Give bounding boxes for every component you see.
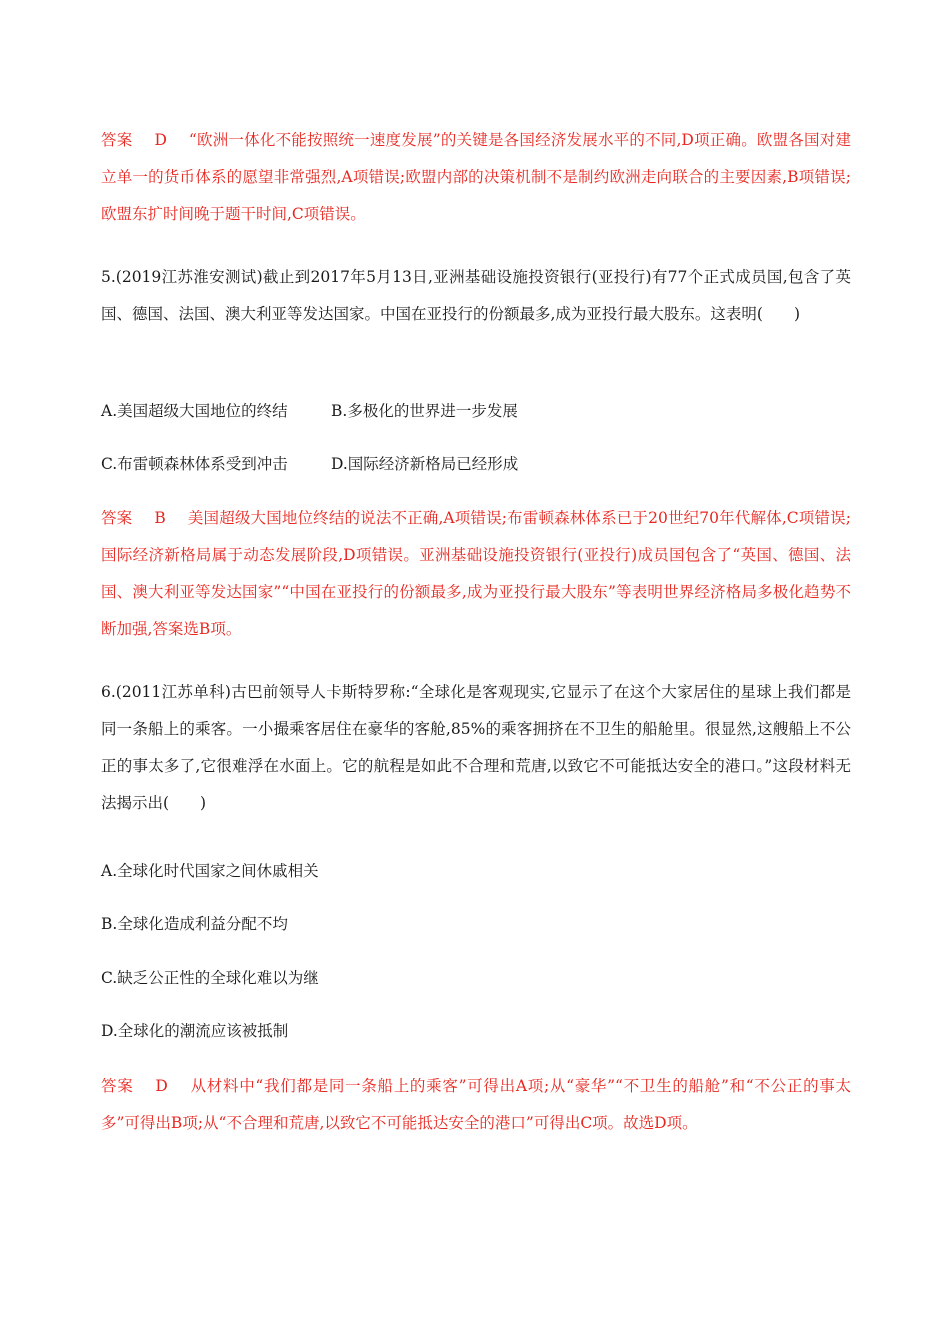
answer-letter: D [155,1077,168,1095]
answer-label: 答案 [101,131,133,149]
question-5-stem: 5.(2019江苏淮安测试)截止到2017年5月13日,亚洲基础设施投资银行(亚投行)有77个正式成员国,包含了英国、德国、法国、澳大利亚等发达国家。中国在亚投行的份额最多,成为亚投行最大股东。这表明( ) [101,268,851,323]
question-5-options-row-2 [101,449,851,479]
answer-label: 答案 [101,509,133,527]
question-6-option-a: A.全球化时代国家之间休戚相关 [101,862,319,880]
question-6-option-c: C.缺乏公正性的全球化难以为继 [101,969,319,987]
option-b: B.多极化的世界进一步发展 [331,402,518,420]
question-6-stem: 6.(2011江苏单科)古巴前领导人卡斯特罗称:“全球化是客观现实,它显示了在这个大家居住的星球上我们都是同一条船上的乘客。一小撮乘客居住在豪华的客舱,85%的乘客拥挤在不卫生的船舱里。很显然,这艘船上不公正的事太多了,它很难浮在水面上。它的航程是如此不合理和荒唐,以致它不可能抵达安全的港口。”这段材料无法揭示出( ) [101,683,851,812]
option-c: C.布雷顿森林体系受到冲击 [101,455,288,473]
answer-previous [101,122,851,233]
answer-explanation: 从材料中“我们都是同一条船上的乘客”可得出A项;从“豪华”“不卫生的船舱”和“不公正的事太多”可得出B项;从“不合理和荒唐,以致它不可能抵达安全的港口”可得出C项。故选D项。 [101,1077,851,1132]
question-5-answer [101,500,851,648]
answer-explanation: 美国超级大国地位终结的说法不正确,A项错误;布雷顿森林体系已于20世纪70年代解体,C项错误;国际经济新格局属于动态发展阶段,D项错误。亚洲基础设施投资银行(亚投行)成员国包含了“英国、德国、法国、澳大利亚等发达国家”“中国在亚投行的份额最多,成为亚投行最大股东”等表明世界经济格局多极化趋势不断加强,答案选B项。 [101,509,851,638]
question-6-option-b: B.全球化造成利益分配不均 [101,915,288,933]
answer-explanation: “欧洲一体化不能按照统一速度发展”的关键是各国经济发展水平的不同,D项正确。欧盟各国对建立单一的货币体系的愿望非常强烈,A项错误;欧盟内部的决策机制不是制约欧洲走向联合的主要因素,B项错误;欧盟东扩时间晚于题干时间,C项错误。 [101,131,851,223]
question-6-option-d: D.全球化的潮流应该被抵制 [101,1022,289,1040]
option-a: A.美国超级大国地位的终结 [101,402,288,420]
answer-letter: D [154,131,167,149]
answer-label: 答案 [101,1077,134,1095]
answer-letter: B [154,509,166,527]
question-5-options-row-1 [101,396,851,426]
option-d: D.国际经济新格局已经形成 [331,455,519,473]
question-6-answer [101,1068,851,1142]
